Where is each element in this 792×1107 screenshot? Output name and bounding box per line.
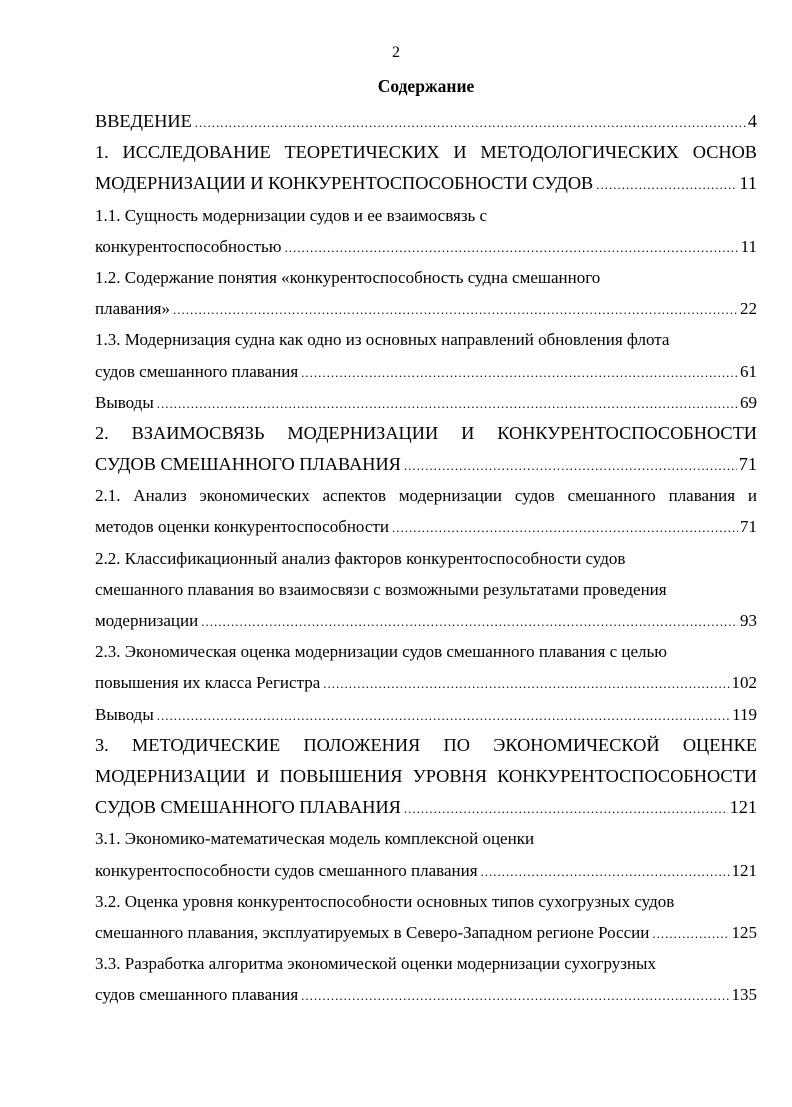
toc-page-number: 71 [738, 454, 757, 475]
toc-entry-line: смешанного плавания во взаимосвязи с возможными результатами проведения [95, 579, 667, 599]
toc-entry-title: методов оценки конкурентоспособности [95, 517, 389, 537]
toc-entry-line: 3.1. Экономико-математическая модель комплексной оценки [95, 829, 535, 849]
toc-entry[interactable] [95, 948, 757, 1010]
toc-entry[interactable] [95, 636, 757, 698]
toc-entry-line: 1.1. Сущность модернизации судов и ее взаимосвязь с [95, 205, 488, 225]
toc-entry-title: МОДЕРНИЗАЦИИ И КОНКУРЕНТОСПОСОБНОСТИ СУДОВ [95, 173, 594, 194]
toc-page-number: 4 [747, 111, 757, 131]
toc-entry[interactable] [95, 106, 757, 137]
toc-entry-line: 2.1. Анализ экономических аспектов модернизации судов смешанного плавания и [95, 486, 757, 506]
toc-page-number: 119 [732, 704, 757, 724]
toc-page-number: 11 [740, 236, 757, 256]
dot-leader [157, 388, 738, 418]
toc-entry-title: СУДОВ СМЕШАННОГО ПЛАВАНИЯ [95, 454, 401, 475]
toc-page-number: 125 [731, 922, 757, 942]
dot-leader [404, 793, 728, 823]
toc-entry-line: 1.3. Модернизация судна как одно из основных направлений обновления флота [95, 330, 670, 350]
toc-entry-line: 2.3. Экономическая оценка модернизации судов смешанного плавания с целью [95, 642, 667, 662]
toc-entry[interactable] [95, 200, 757, 262]
toc-entry-line: 3.2. Оценка уровня конкурентоспособности основных типов сухогрузных судов [95, 891, 675, 911]
dot-leader [652, 918, 729, 948]
toc-entry-title: повышения их класса Регистра [95, 673, 321, 693]
toc-entry-line: МОДЕРНИЗАЦИИ И ПОВЫШЕНИЯ УРОВНЯ КОНКУРЕНТОСПОСОБНОСТИ [95, 765, 757, 786]
toc-entry-title: конкурентоспособности судов смешанного плавания [95, 860, 478, 880]
toc-entry-line: 1. ИССЛЕДОВАНИЕ ТЕОРЕТИЧЕСКИХ И МЕТОДОЛОГИЧЕСКИХ ОСНОВ [95, 142, 757, 163]
toc-entry[interactable] [95, 418, 757, 480]
dot-leader [596, 169, 737, 199]
dot-leader [481, 856, 730, 886]
toc-page-number: 69 [740, 392, 757, 412]
toc-entry-line: 3. МЕТОДИЧЕСКИЕ ПОЛОЖЕНИЯ ПО ЭКОНОМИЧЕСКОЙ ОЦЕНКЕ [95, 734, 757, 755]
dot-leader [323, 668, 729, 698]
toc-entry-title: плавания» [95, 299, 170, 319]
toc-entry-title: конкурентоспособностью [95, 236, 282, 256]
table-of-contents [95, 106, 757, 1010]
toc-page-number: 121 [731, 860, 757, 880]
toc-page-number: 102 [731, 673, 757, 693]
page-number: 2 [392, 44, 400, 61]
toc-page-number: 135 [731, 985, 757, 1005]
toc-entry[interactable] [95, 730, 757, 824]
toc-entry-line: 3.3. Разработка алгоритма экономической оценки модернизации сухогрузных [95, 954, 656, 974]
toc-entry[interactable] [95, 262, 757, 324]
dot-leader [173, 294, 738, 324]
dot-leader [157, 700, 730, 730]
toc-entry-line: 2.2. Классификационный анализ факторов конкурентоспособности судов [95, 548, 626, 568]
toc-entry-title: ВВЕДЕНИЕ [95, 111, 192, 131]
dot-leader [201, 606, 738, 636]
toc-page-number: 61 [740, 361, 757, 381]
toc-entry-title: Выводы [95, 704, 154, 724]
toc-entry[interactable] [95, 324, 757, 386]
dot-leader [301, 357, 738, 387]
toc-page-number: 121 [729, 797, 757, 818]
toc-entry[interactable] [95, 137, 757, 199]
toc-entry-title: Выводы [95, 392, 154, 412]
toc-entry-title: судов смешанного плавания [95, 361, 299, 381]
toc-entry[interactable] [95, 823, 757, 885]
toc-entry[interactable] [95, 387, 757, 418]
dot-leader [392, 512, 738, 542]
toc-page-number: 71 [740, 517, 757, 537]
dot-leader [195, 107, 746, 137]
toc-entry-title: СУДОВ СМЕШАННОГО ПЛАВАНИЯ [95, 797, 401, 818]
toc-page-number: 93 [740, 611, 757, 630]
toc-entry-title: модернизации [95, 611, 199, 630]
toc-page-number: 11 [739, 173, 757, 194]
toc-entry[interactable] [95, 886, 757, 948]
dot-leader [301, 980, 729, 1010]
dot-leader [285, 232, 739, 262]
toc-entry-title: судов смешанного плавания [95, 985, 299, 1005]
page-title: Содержание [377, 76, 475, 96]
dot-leader [404, 450, 737, 480]
toc-entry[interactable] [95, 699, 757, 730]
toc-entry[interactable] [95, 543, 757, 637]
toc-entry-title: смешанного плавания, эксплуатируемых в Северо-Западном регионе России [95, 922, 650, 942]
toc-page-number: 22 [740, 299, 757, 319]
toc-entry-line: 1.2. Содержание понятия «конкурентоспособность судна смешанного [95, 267, 601, 287]
toc-entry-line: 2. ВЗАИМОСВЯЗЬ МОДЕРНИЗАЦИИ И КОНКУРЕНТОСПОСОБНОСТИ [95, 422, 757, 443]
toc-entry[interactable] [95, 480, 757, 542]
